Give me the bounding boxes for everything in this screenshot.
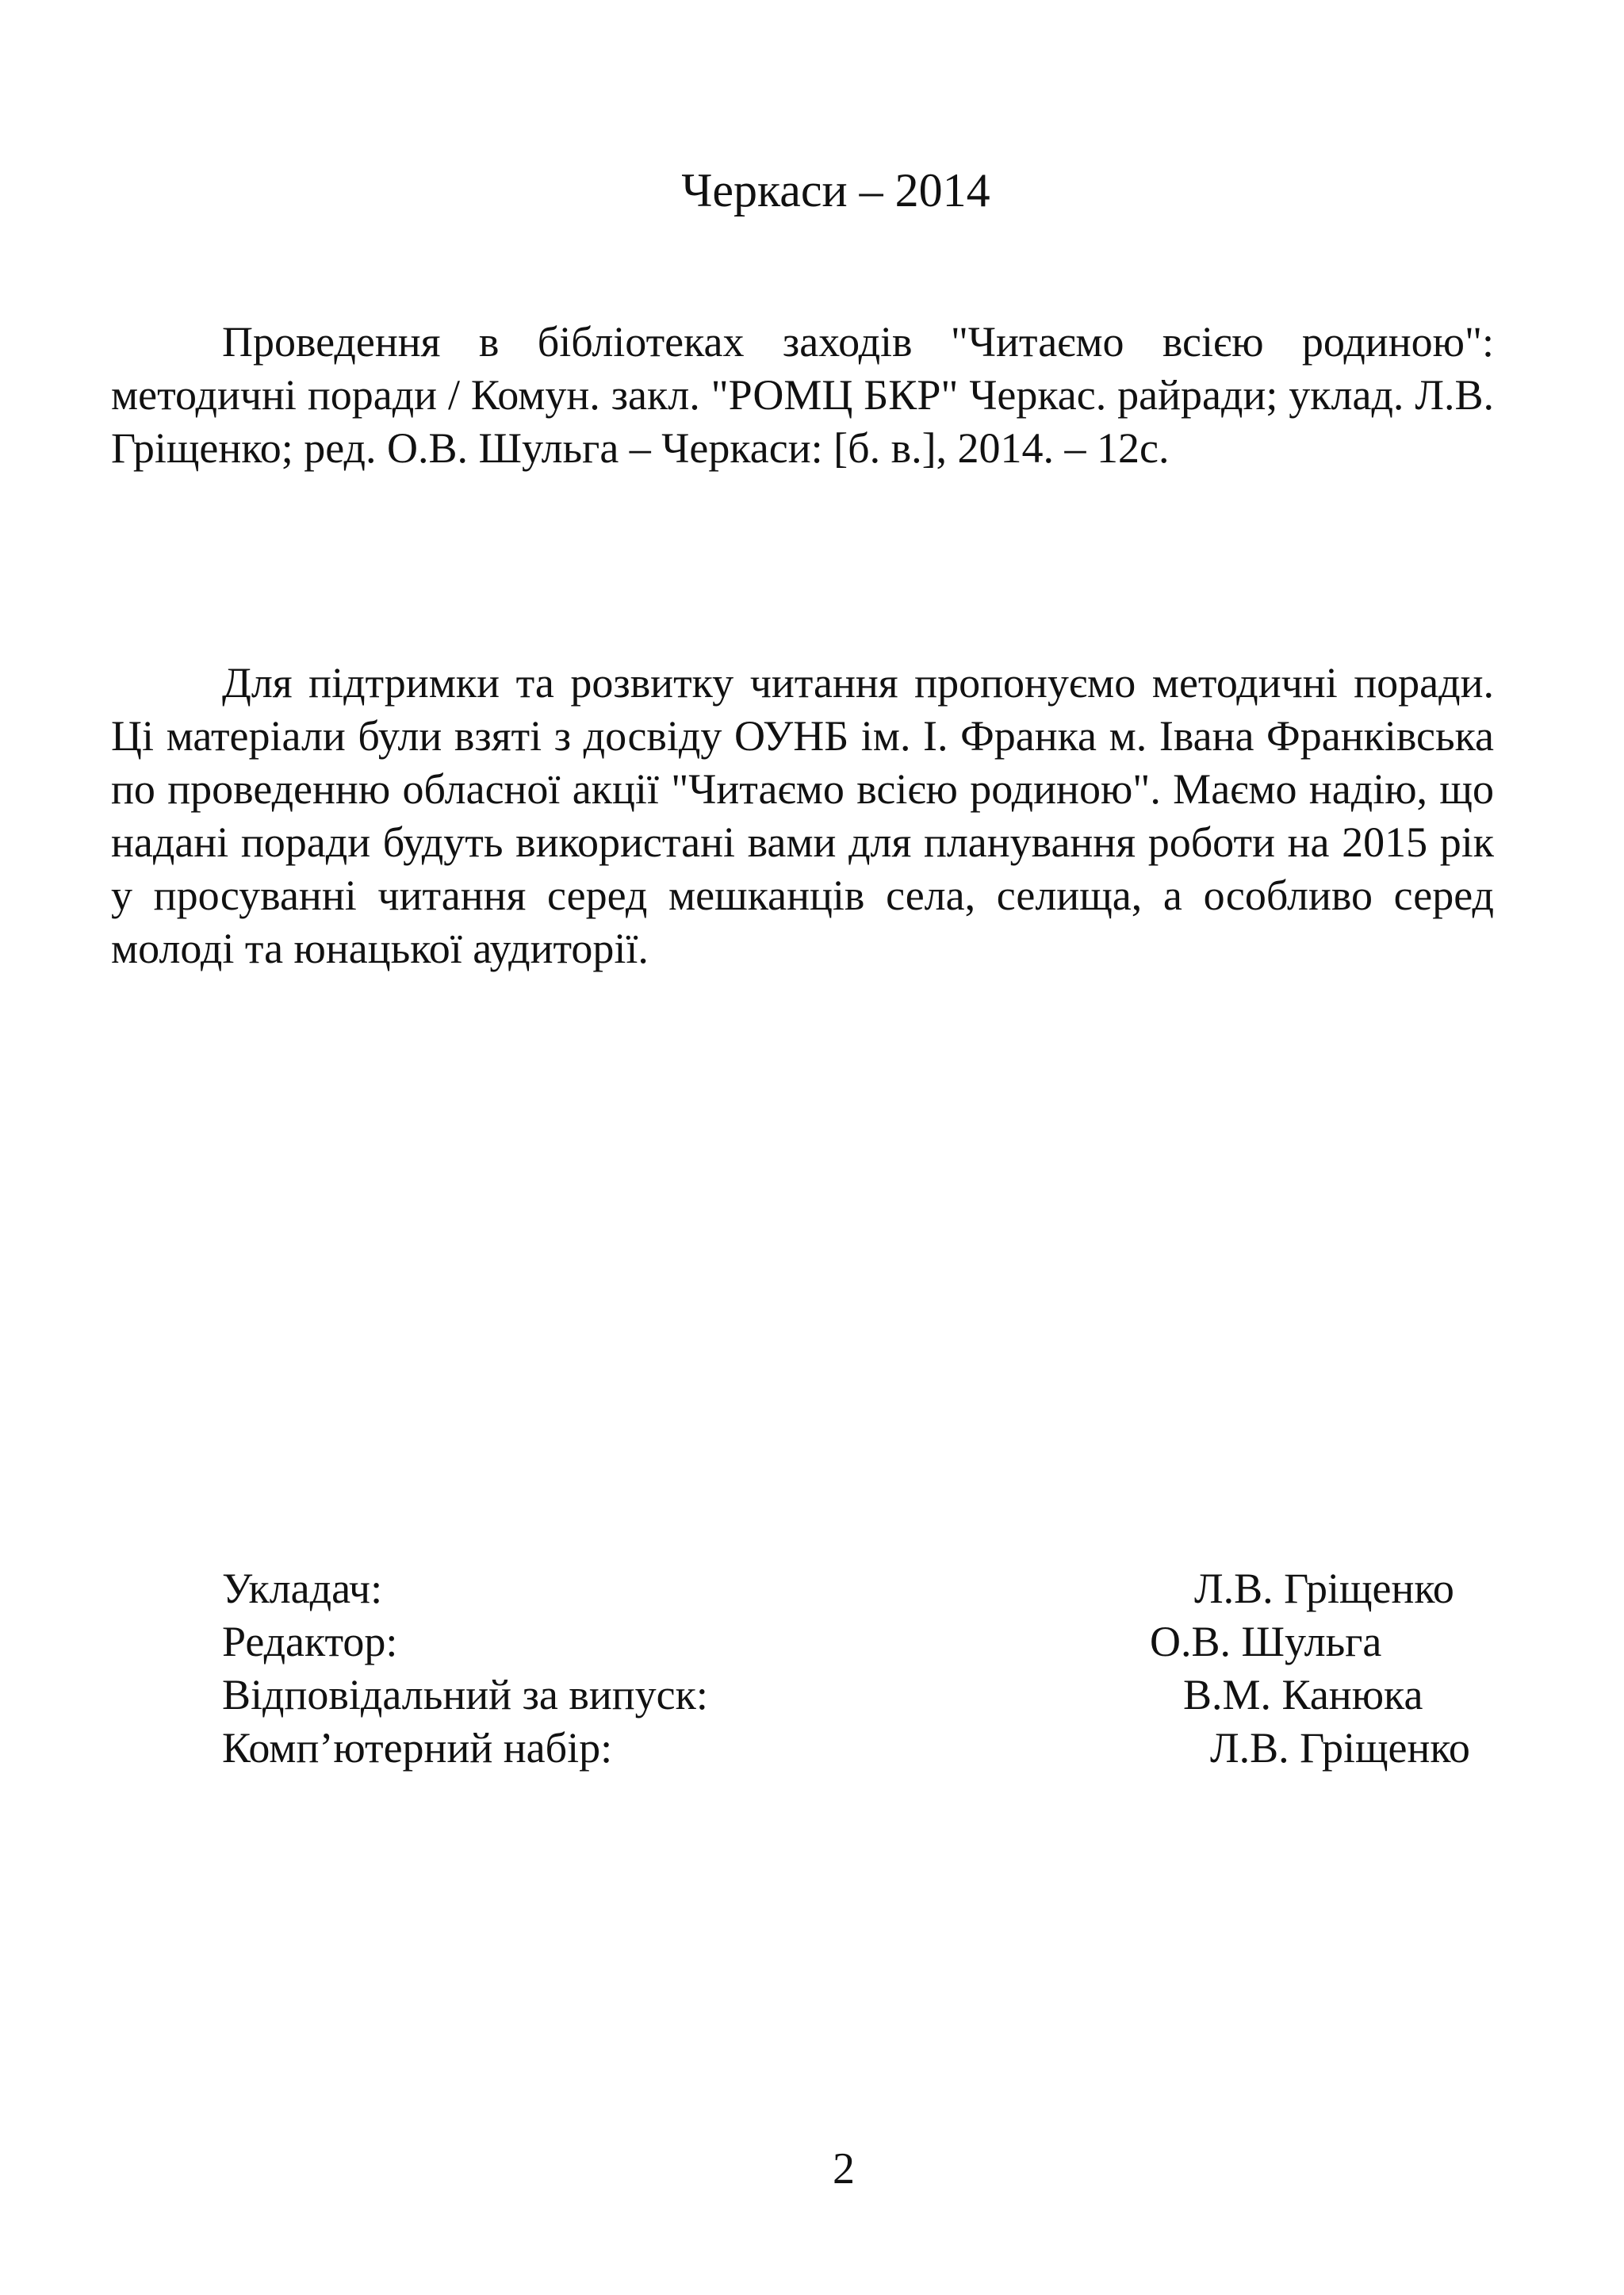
- credit-role: Редактор:: [222, 1618, 398, 1665]
- credit-person: В.М. Канюка: [1183, 1671, 1423, 1718]
- credit-row-typesetting: [222, 1722, 1507, 1775]
- credit-role: Укладач:: [222, 1565, 383, 1612]
- credit-row-responsible: [222, 1669, 1507, 1722]
- credit-person: Л.В. Гріщенко: [1194, 1565, 1454, 1612]
- credit-person: Л.В. Гріщенко: [1210, 1724, 1470, 1772]
- city-year-heading: Черкаси – 2014: [681, 164, 990, 216]
- credit-row-compiler: [222, 1562, 1507, 1615]
- credit-role: Відповідальний за випуск:: [222, 1671, 708, 1718]
- credit-person: О.В. Шульга: [1150, 1618, 1382, 1665]
- introduction-paragraph: Для підтримки та розвитку читання пропонуємо методичні поради. Ці матеріали були взяті з досвіду ОУНБ ім. І. Франка м. Івана Франківська по проведенню обласної акції "Читаємо всією родиною". Маємо надію, що надані поради будуть використані вами для планування роботи на 2015 рік у просуванні читання серед мешканців села, селища, а особливо серед молоді та юнацької аудиторії.: [111, 659, 1494, 972]
- credits-block: [222, 1562, 1507, 1775]
- credit-role: Комп’ютерний набір:: [222, 1724, 613, 1772]
- page-number: 2: [833, 2144, 855, 2193]
- credit-row-editor: [222, 1615, 1507, 1669]
- bibliographic-description: Проведення в бібліотеках заходів "Читаємо всією родиною": методичні поради / Комун. закл. "РОМЦ БКР" Черкас. райради; уклад. Л.В. Гріщенко; ред. О.В. Шульга – Черкаси: [б. в.], 2014. – 12с.: [111, 318, 1494, 472]
